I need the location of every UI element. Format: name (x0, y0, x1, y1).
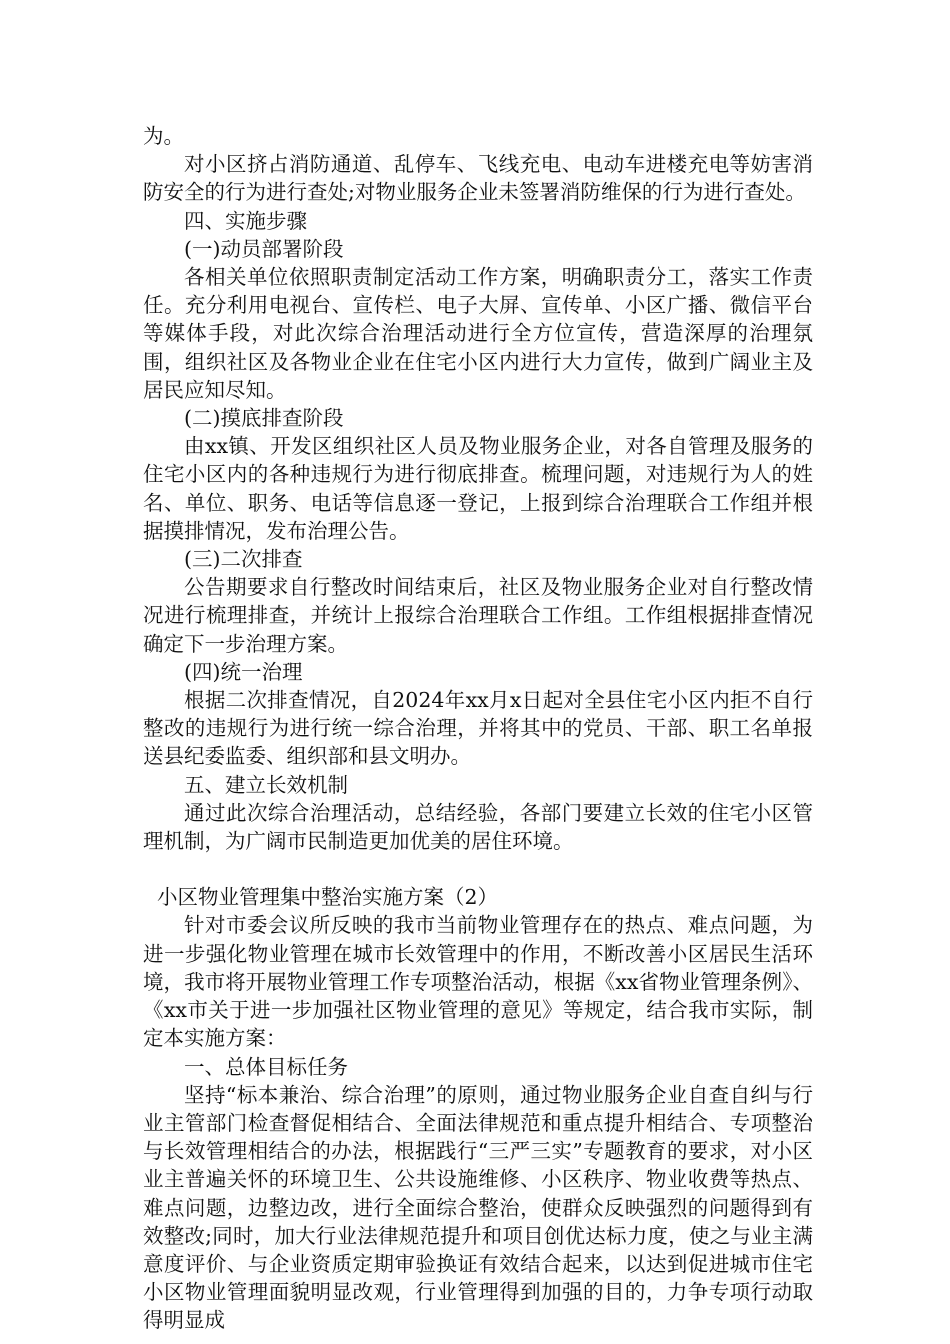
subheading-investigation: (二)摸底排查阶段 (184, 406, 344, 431)
subheading-unified-governance: (四)统一治理 (184, 659, 303, 684)
subheading-mobilization: (一)动员部署阶段 (184, 236, 344, 261)
document-body (143, 122, 813, 1335)
paragraph-long-term-mechanism: 通过此次综合治理活动，总结经验，各部门要建立长效的住宅小区管理机制，为广阔市民制造更加优美的居住环境。 (143, 800, 813, 854)
section-heading-implementation-steps: 四、实施步骤 (184, 208, 307, 233)
paragraph-continuation: 为。 (143, 124, 184, 148)
paragraph-introduction: 针对市委会议所反映的我市当前物业管理存在的热点、难点问题，为进一步强化物业管理在城市长效管理中的作用，不断改善小区居民生活环境，我市将开展物业管理工作专项整治活动，根据《xx省物业管理条例》、《xx市关于进一步加强社区物业管理的意见》等规定，结合我市实际，制定本实施方案： (143, 913, 813, 1051)
subheading-second-check: (三)二次排查 (184, 547, 303, 572)
paragraph-second-check: 公告期要求自行整改时间结束后，社区及物业服务企业对自行整改情况进行梳理排查，并统计上报综合治理联合工作组。工作组根据排查情况确定下一步治理方案。 (143, 575, 813, 656)
section-heading-long-term-mechanism: 五、建立长效机制 (184, 772, 348, 797)
paragraph-fire-safety: 对小区挤占消防通道、乱停车、飞线充电、电动车进楼充电等妨害消防安全的行为进行查处;对物业服务企业未签署消防维保的行为进行查处。 (143, 152, 813, 205)
section-heading-overall-goals: 一、总体目标任务 (184, 1054, 348, 1079)
paragraph-mobilization: 各相关单位依照职责制定活动工作方案，明确职责分工，落实工作责任。充分利用电视台、宣传栏、电子大屏、宣传单、小区广播、微信平台等媒体手段，对此次综合治理活动进行全方位宣传，营造深厚的治理氛围，组织社区及各物业企业在住宅小区内进行大力宣传，做到广阔业主及居民应知尽知。 (143, 265, 813, 402)
document-title-part-2: 小区物业管理集中整治实施方案（2） (157, 885, 499, 910)
paragraph-unified-governance: 根据二次排查情况，自2024年xx月x日起对全县住宅小区内拒不自行整改的违规行为进行统一综合治理，并将其中的党员、干部、职工名单报送县纪委监委、组织部和县文明办。 (143, 688, 813, 769)
paragraph-investigation: 由xx镇、开发区组织社区人员及物业服务企业，对各自管理及服务的住宅小区内的各种违规行为进行彻底排查。梳理问题，对违规行为人的姓名、单位、职务、电话等信息逐一登记，上报到综合治理联合工作组并根据摸排情况，发布治理公告。 (143, 434, 813, 543)
paragraph-overall-goals: 坚持“标本兼治、综合治理”的原则，通过物业服务企业自查自纠与行业主管部门检查督促相结合、全面法律规范和重点提升相结合、专项整治与长效管理相结合的办法，根据践行“三严三实”专题教育的要求，对小区业主普遍关怀的环境卫生、公共设施维修、小区秩序、物业收费等热点、难点问题，边整边改，进行全面综合整治，使群众反映强烈的问题得到有效整改;同时，加大行业法律规范提升和项目创优达标力度，使之与业主满意度评价、与企业资质定期审验换证有效结合起来，以达到促进城市住宅小区物业管理面貌明显改观，行业管理得到加强的目的，力争专项行动取得明显成 (143, 1082, 813, 1333)
